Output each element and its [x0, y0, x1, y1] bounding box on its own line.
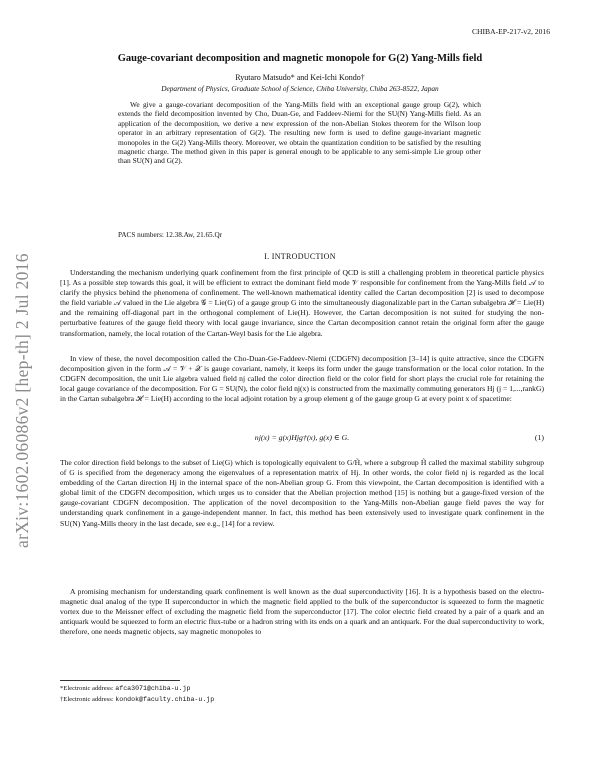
- paper-title: Gauge-covariant decomposition and magnetic monopole for G(2) Yang-Mills field: [117, 53, 483, 64]
- footnote-2-email[interactable]: kondok@faculty.chiba-u.jp: [115, 696, 215, 703]
- footnote-1-email[interactable]: afca3071@chiba-u.jp: [115, 685, 191, 692]
- footnote-1: [60, 685, 190, 692]
- paper-affiliation: Department of Physics, Graduate School of Science, Chiba University, Chiba 263-8522, Japan: [161, 84, 439, 93]
- pacs-numbers: PACS numbers: 12.38.Aw, 21.65.Qr: [118, 231, 223, 239]
- equation-number: (1): [534, 433, 544, 442]
- arxiv-stamp: arXiv:1602.06086v2 [hep-th] 2 Jul 2016: [12, 253, 32, 548]
- report-number: CHIBA-EP-217-v2, 2016: [471, 27, 550, 36]
- section-heading-introduction: I. INTRODUCTION: [264, 252, 336, 261]
- intro-paragraph-3: The color direction field belongs to the subset of Lie(G) which is topologically equivalent to G/H̃, where a subgroup H̃ called the maximal stability subgroup of G is specified from the degeneracy among the eigenvalues of a representation matrix of Hj. In other words, the color field nj is regarded as the local embedding of the Cartan direction Hj in the internal space of the non-Abelian group G. From this viewpoint, the Cartan decomposition is identified with a global limit of the CDGFN decomposition, which urges us to consider that the Abelian projection method [15] is nothing but a gauge-fixed version of the gauge-covariant CDGFN decomposition. The application of the novel decomposition to the Yang-Mills non-Abelian gauge field paves the way for understanding quark confinement in a gauge-independent manner. In fact, this method has been extensively used to investigate quark confinement in the SU(N) Yang-Mills theory in the last decade, see e.g., [14] for a review.: [60, 458, 544, 528]
- equation-1: nj(x) = g(x)Hjg†(x), g(x) ∈ G.: [254, 433, 350, 442]
- footnote-divider: [60, 680, 180, 681]
- paper-authors: Ryutaro Matsudo* and Kei-Ichi Kondo†: [235, 73, 365, 82]
- intro-paragraph-1: Understanding the mechanism underlying quark confinement from the first principle of QCD is still a challenging problem in theoretical particle physics [1]. As a possible step towards this goal, it will be efficient to extract the dominant field mode 𝒱 responsible for confinement from the Yang-Mills field 𝒜 to clarify the physics behind the phenomena of confinement. The well-known mathematical identity called the Cartan decomposition [2] is used to decompose the field variable 𝒜 valued in the Lie algebra 𝒢 = Lie(G) of a gauge group G into the simultaneously diagonalizable part in the Cartan subalgebra ℋ = Lie(H) and the remaining off-diagonal part in the orthogonal complement of Lie(H). However, the Cartan decomposition is not suited for studying the non-perturbative features of the gauge field theory with local gauge invariance, since the Cartan decomposition cannot retain the original form after the gauge transformation, namely, the local rotation of the Cartan-Weyl basis for the Lie algebra.: [60, 268, 544, 338]
- intro-paragraph-2: In view of these, the novel decomposition called the Cho-Duan-Ge-Faddeev-Niemi (CDGFN) decomposition [3–14] is quite attractive, since the CDGFN decomposition given in the form 𝒜 = 𝒱 + 𝒳 is gauge covariant, namely, it keeps its form under the gauge transformation or the local color rotation. In the CDGFN decomposition, the unit Lie algebra valued field nj called the color direction field or the color field for short plays the crucial role for retaining the local gauge covariance of the decomposition. For G = SU(N), the color field nj(x) is constructed from the maximally commuting generators Hj (j = 1,...,rankG) in the Cartan subalgebra ℋ = Lie(H) according to the local adjoint rotation by a group element g of the gauge group G at every point x of spacetime:: [60, 354, 544, 404]
- abstract: We give a gauge-covariant decomposition of the Yang-Mills field with an exceptional gauge group G(2), which extends the field decomposition invented by Cho, Duan-Ge, and Faddeev-Niemi for the SU(N) Yang-Mills field. As an application of the decomposition, we derive a new expression of the non-Abelian Stokes theorem for the Wilson loop operator in an arbitrary representation of G(2). The resulting new form is used to define gauge-invariant magnetic monopoles in the G(2) Yang-Mills theory. Moreover, we obtain the quantization condition to be satisfied by the resulting magnetic charge. The method given in this paper is general enough to be applicable to any semi-simple Lie group other than SU(N) and G(2).: [118, 100, 481, 166]
- footnote-2: [60, 696, 214, 703]
- footnote-1-label: *Electronic address:: [60, 685, 116, 692]
- intro-paragraph-4: A promising mechanism for understanding quark confinement is well known as the dual superconductivity [16]. It is a hypothesis based on the electro-magnetic dual analog of the type II superconductor in which the magnetic field applied to the bulk of the superconductor is squeezed to form the magnetic vortex due to the Meissner effect of excluding the magnetic field from the superconductor [17]. The color electric field created by a pair of a quark and an antiquark would be squeezed to form an electric flux-tube or a hadron string with its ends on a quark and an antiquark. For the dual superconductivity to work, therefore, one needs magnetic objects, say magnetic monopoles to: [60, 587, 544, 637]
- footnote-2-label: †Electronic address:: [60, 696, 116, 703]
